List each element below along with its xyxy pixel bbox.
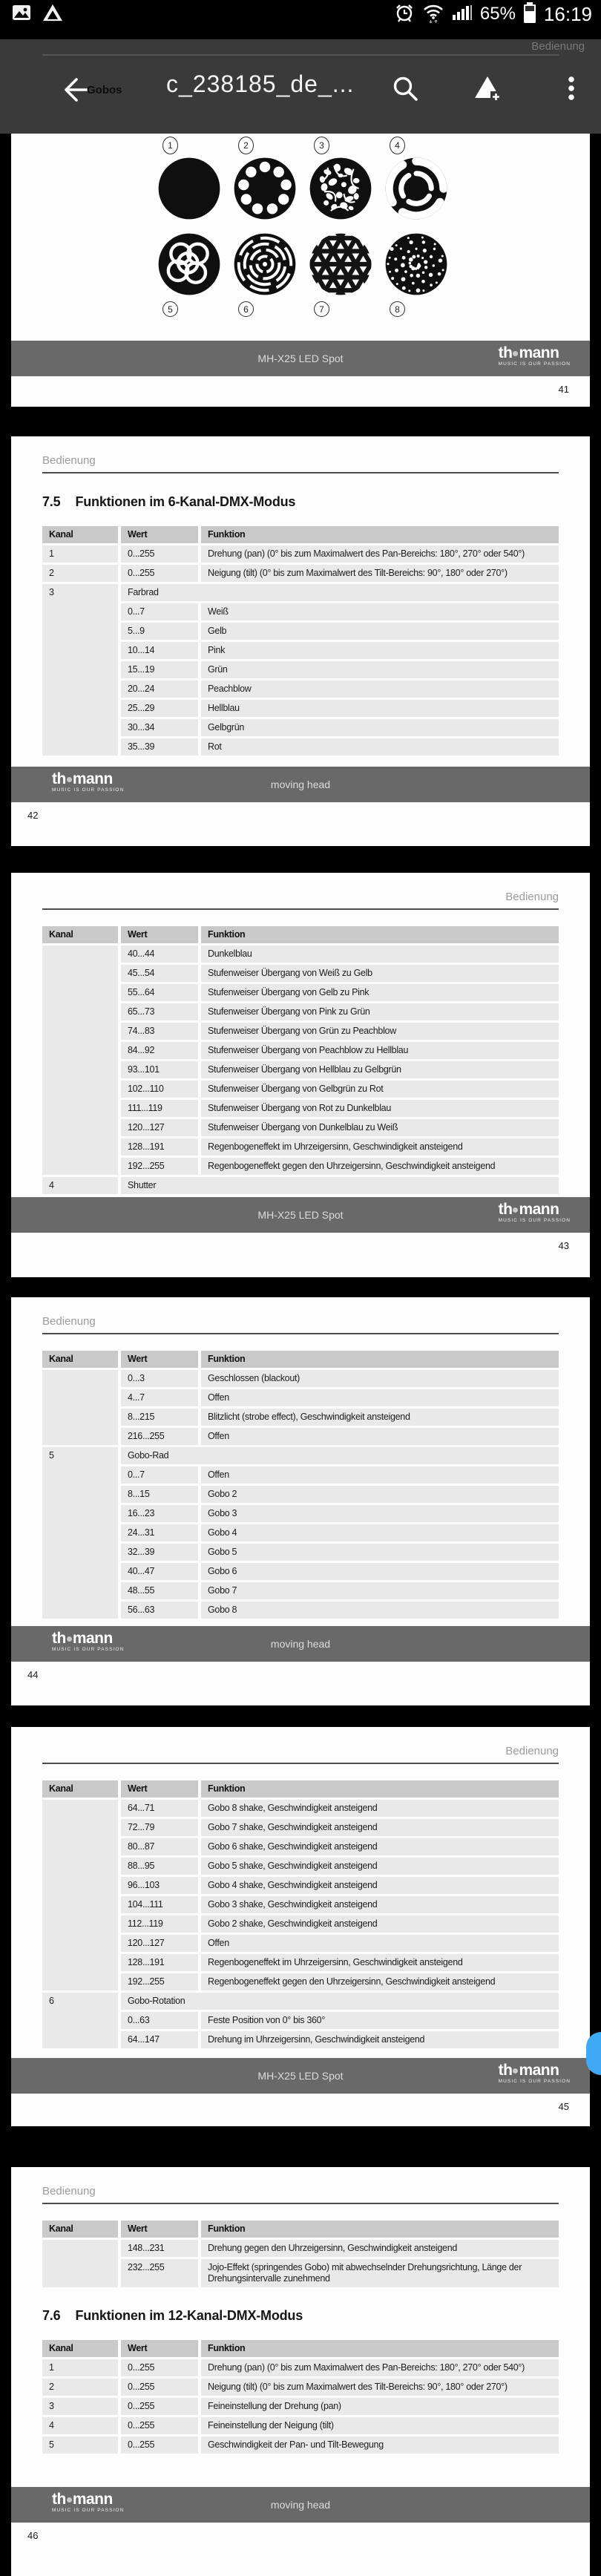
cell-funktion: Regenbogeneffekt gegen den Uhrzeigersinn, Geschwindigkeit ansteigend bbox=[200, 1973, 559, 1992]
cell-wert: 148...231 bbox=[119, 2239, 200, 2258]
running-header: Bedienung bbox=[505, 1745, 559, 1757]
add-to-drive-button[interactable] bbox=[472, 74, 502, 104]
cell-kanal: 2 bbox=[42, 564, 119, 583]
cell-kanal: 5 bbox=[42, 2436, 119, 2454]
cell-wert: 20...24 bbox=[119, 680, 200, 699]
cell-wert: 128...191 bbox=[119, 1953, 200, 1973]
page-number: 45 bbox=[558, 2101, 569, 2112]
cell-funktion: Feineinstellung der Drehung (pan) bbox=[200, 2397, 559, 2416]
table-row bbox=[42, 545, 559, 564]
thomann-logo-dot bbox=[513, 351, 518, 356]
cell-wert: 232...255 bbox=[119, 2258, 200, 2288]
cell-wert: 120...127 bbox=[119, 1934, 200, 1953]
cell-funktion: Peachblow bbox=[200, 680, 559, 699]
table-row bbox=[42, 738, 559, 756]
cell-funktion: Hellblau bbox=[200, 699, 559, 718]
table-row bbox=[42, 1099, 559, 1118]
fast-scroll-handle[interactable] bbox=[586, 2032, 601, 2075]
cell-header-kanal: Kanal bbox=[42, 1351, 119, 1369]
page-footer-bar bbox=[11, 2058, 590, 2094]
cell-funktion: Stufenweiser Übergang von Gelbgrün zu Rot bbox=[200, 1080, 559, 1099]
table-row bbox=[42, 1876, 559, 1895]
cell-wert: 0...255 bbox=[119, 2359, 200, 2378]
thomann-logo-dot bbox=[67, 2497, 72, 2503]
search-button[interactable] bbox=[391, 74, 421, 104]
thomann-logo-dot bbox=[513, 2068, 518, 2074]
cell-wert: 0...255 bbox=[119, 2378, 200, 2397]
thomann-tagline: MUSIC IS OUR PASSION bbox=[52, 2508, 125, 2513]
cell-kanal: 4 bbox=[42, 2416, 119, 2436]
cell-funktion: Drehung gegen den Uhrzeigersinn, Geschwindigkeit ansteigend bbox=[200, 2239, 559, 2258]
app-bar bbox=[0, 39, 601, 134]
cell-header-wert: Wert bbox=[119, 526, 200, 545]
document-section-behind-appbar: Gobos bbox=[87, 84, 122, 96]
table-row bbox=[42, 2258, 559, 2288]
running-header: Bedienung bbox=[42, 454, 96, 467]
table-row bbox=[42, 1934, 559, 1953]
cell-funktion: Gobo 5 bbox=[200, 1543, 559, 1562]
thomann-logo: th mann MUSIC IS OUR PASSION bbox=[498, 2062, 571, 2084]
cell-wert: 8...215 bbox=[119, 1408, 200, 1427]
cell-wert: 40...47 bbox=[119, 1562, 200, 1582]
cell-funktion: Offen bbox=[200, 1389, 559, 1408]
cell-kanal: 3 bbox=[42, 2397, 119, 2416]
gobo-number-label: 7 bbox=[314, 301, 329, 317]
cell-funktion: Regenbogeneffekt im Uhrzeigersinn, Geschwindigkeit ansteigend bbox=[200, 1953, 559, 1973]
gobo-wheel-figure bbox=[157, 137, 590, 317]
footer-title: MH-X25 LED Spot bbox=[257, 2070, 344, 2082]
header-rule bbox=[42, 2203, 559, 2204]
table-row bbox=[42, 1118, 559, 1138]
cell-kanal bbox=[42, 1369, 119, 1446]
cell-header-kanal: Kanal bbox=[42, 2221, 119, 2239]
cell-wert: 0...7 bbox=[119, 1466, 200, 1485]
page-footer-bar bbox=[11, 767, 590, 802]
cell-wert: 0...255 bbox=[119, 545, 200, 564]
cell-wert: 65...73 bbox=[119, 1003, 200, 1022]
table-row bbox=[42, 680, 559, 699]
cell-funktion: Drehung (pan) (0° bis zum Maximalwert des Pan-Bereichs: 180°, 270° oder 540°) bbox=[200, 2359, 559, 2378]
table-row bbox=[42, 1582, 559, 1601]
cell-wert: 120...127 bbox=[119, 1118, 200, 1138]
cell-funktion: Rot bbox=[200, 738, 559, 756]
battery-percent-label: 65% bbox=[479, 4, 516, 24]
dmx-table bbox=[42, 526, 559, 756]
cell-funktion: Stufenweiser Übergang von Grün zu Peachblow bbox=[200, 1022, 559, 1041]
cell-funktion: Gelbgrün bbox=[200, 718, 559, 738]
pdf-page-45 bbox=[11, 1727, 590, 2126]
table-row bbox=[42, 1543, 559, 1562]
thomann-logo: th mann MUSIC IS OUR PASSION bbox=[498, 1201, 571, 1223]
cell-group-label: Gobo-Rotation bbox=[119, 1992, 559, 2011]
page-footer-bar bbox=[11, 1626, 590, 1662]
cell-funktion: Neigung (tilt) (0° bis zum Maximalwert des Tilt-Bereichs: 90°, 180° oder 270°) bbox=[200, 2378, 559, 2397]
cell-wert: 8...15 bbox=[119, 1485, 200, 1504]
table-row bbox=[42, 1799, 559, 1818]
cell-wert: 96...103 bbox=[119, 1876, 200, 1895]
table-row bbox=[42, 661, 559, 680]
table-row bbox=[42, 1427, 559, 1446]
table-row bbox=[42, 1953, 559, 1973]
gobo-number-label: 5 bbox=[162, 301, 178, 317]
cell-funktion: Pink bbox=[200, 641, 559, 661]
cell-wert: 88...95 bbox=[119, 1857, 200, 1876]
cell-kanal: 1 bbox=[42, 545, 119, 564]
gobo-number-label: 1 bbox=[162, 137, 178, 154]
cell-header-wert: Wert bbox=[119, 1780, 200, 1799]
table-row bbox=[42, 603, 559, 622]
cell-wert: 128...191 bbox=[119, 1138, 200, 1157]
thomann-tagline: MUSIC IS OUR PASSION bbox=[52, 1647, 125, 1652]
cell-funktion: Weiß bbox=[200, 603, 559, 622]
cell-header-funktion: Funktion bbox=[200, 2221, 559, 2239]
footer-title: moving head bbox=[270, 779, 331, 790]
cell-funktion: Gobo 4 shake, Geschwindigkeit ansteigend bbox=[200, 1876, 559, 1895]
gobo-number-label: 8 bbox=[390, 301, 405, 317]
cell-funktion: Stufenweiser Übergang von Rot zu Dunkelblau bbox=[200, 1099, 559, 1118]
thomann-logo-dot bbox=[513, 1207, 518, 1213]
table-row bbox=[42, 983, 559, 1003]
cell-wert: 55...64 bbox=[119, 983, 200, 1003]
table-row bbox=[42, 1838, 559, 1857]
cell-funktion: Gobo 8 shake, Geschwindigkeit ansteigend bbox=[200, 1799, 559, 1818]
cell-group-label: Shutter bbox=[119, 1176, 559, 1195]
cell-wert: 0...255 bbox=[119, 2397, 200, 2416]
cell-wert: 45...54 bbox=[119, 964, 200, 983]
cell-kanal: 4 bbox=[42, 1176, 119, 1195]
gobo-image-ringdots bbox=[232, 156, 298, 221]
gobo-image-rings bbox=[157, 232, 222, 297]
table-row bbox=[42, 1176, 559, 1195]
gobo-image-swirl bbox=[384, 156, 449, 221]
table-row bbox=[42, 1466, 559, 1485]
cell-wert: 72...79 bbox=[119, 1818, 200, 1838]
thomann-logo: th mann MUSIC IS OUR PASSION bbox=[52, 2491, 125, 2513]
cell-header-wert: Wert bbox=[119, 2340, 200, 2359]
page-footer-bar bbox=[11, 1197, 590, 1233]
cell-header-funktion: Funktion bbox=[200, 926, 559, 945]
thomann-logo: th mann MUSIC IS OUR PASSION bbox=[52, 770, 125, 793]
table-row bbox=[42, 1408, 559, 1427]
dmx-table bbox=[42, 2221, 559, 2287]
gobo-image-dots bbox=[384, 232, 449, 297]
table-row bbox=[42, 1080, 559, 1099]
cell-funktion: Stufenweiser Übergang von Dunkelblau zu Weiß bbox=[200, 1118, 559, 1138]
cell-wert: 104...111 bbox=[119, 1895, 200, 1915]
cell-header-funktion: Funktion bbox=[200, 526, 559, 545]
overflow-menu-button[interactable] bbox=[556, 74, 586, 104]
cell-header-kanal: Kanal bbox=[42, 526, 119, 545]
cell-funktion: Stufenweiser Übergang von Peachblow zu Hellblau bbox=[200, 1041, 559, 1061]
cell-funktion: Geschlossen (blackout) bbox=[200, 1369, 559, 1389]
cell-funktion: Regenbogeneffekt im Uhrzeigersinn, Geschwindigkeit ansteigend bbox=[200, 1138, 559, 1157]
section-heading: 7.6 Funktionen im 12-Kanal-DMX-Modus bbox=[42, 2308, 303, 2323]
cell-wert: 30...34 bbox=[119, 718, 200, 738]
dmx-table bbox=[42, 1780, 559, 2048]
cell-wert: 64...147 bbox=[119, 2031, 200, 2049]
gallery-notification-icon bbox=[12, 4, 31, 25]
wifi-icon bbox=[422, 1, 444, 27]
cell-header-kanal: Kanal bbox=[42, 926, 119, 945]
cell-funktion: Geschwindigkeit der Pan- und Tilt-Bewegung bbox=[200, 2436, 559, 2454]
footer-title: MH-X25 LED Spot bbox=[257, 353, 344, 364]
pdf-page-43 bbox=[11, 873, 590, 1277]
gobo-image-rose bbox=[232, 232, 298, 297]
cell-funktion: Gobo 6 shake, Geschwindigkeit ansteigend bbox=[200, 1838, 559, 1857]
cell-group-label: Farbrad bbox=[119, 583, 559, 603]
cell-wert: 32...39 bbox=[119, 1543, 200, 1562]
gobo-number-label: 2 bbox=[238, 137, 254, 154]
table-row bbox=[42, 1562, 559, 1582]
cell-header-kanal: Kanal bbox=[42, 2340, 119, 2359]
cell-wert: 192...255 bbox=[119, 1973, 200, 1992]
table-row bbox=[42, 2239, 559, 2258]
table-row bbox=[42, 2011, 559, 2031]
table-row bbox=[42, 1369, 559, 1389]
gobo-number-label: 4 bbox=[390, 137, 405, 154]
cell-wert: 0...255 bbox=[119, 2436, 200, 2454]
cell-kanal: 2 bbox=[42, 2378, 119, 2397]
cell-header-wert: Wert bbox=[119, 2221, 200, 2239]
footer-title: MH-X25 LED Spot bbox=[257, 1209, 344, 1221]
cell-funktion: Grün bbox=[200, 661, 559, 680]
cell-wert: 48...55 bbox=[119, 1582, 200, 1601]
table-row bbox=[42, 1041, 559, 1061]
cell-funktion: Stufenweiser Übergang von Weiß zu Gelb bbox=[200, 964, 559, 983]
cell-kanal: 5 bbox=[42, 1446, 119, 1619]
cell-funktion: Gobo 2 shake, Geschwindigkeit ansteigend bbox=[200, 1915, 559, 1934]
table-row bbox=[42, 1992, 559, 2011]
cell-header-funktion: Funktion bbox=[200, 1351, 559, 1369]
gobo-number-label: 3 bbox=[314, 137, 329, 154]
table-row bbox=[42, 622, 559, 641]
cell-wert: 74...83 bbox=[119, 1022, 200, 1041]
section-heading: 7.5 Funktionen im 6-Kanal-DMX-Modus bbox=[42, 494, 296, 509]
thomann-tagline: MUSIC IS OUR PASSION bbox=[498, 1218, 571, 1223]
page-number: 43 bbox=[558, 1240, 569, 1251]
cell-funktion: Offen bbox=[200, 1466, 559, 1485]
table-row bbox=[42, 1915, 559, 1934]
table-row bbox=[42, 945, 559, 964]
table-row bbox=[42, 964, 559, 983]
cell-kanal bbox=[42, 945, 119, 1176]
cell-funktion: Gobo 5 shake, Geschwindigkeit ansteigend bbox=[200, 1857, 559, 1876]
thomann-tagline: MUSIC IS OUR PASSION bbox=[498, 2079, 571, 2084]
cell-funktion: Stufenweiser Übergang von Hellblau zu Gelbgrün bbox=[200, 1061, 559, 1080]
alarm-icon bbox=[394, 2, 415, 27]
cell-funktion: Gelb bbox=[200, 622, 559, 641]
cell-funktion: Gobo 2 bbox=[200, 1485, 559, 1504]
cell-wert: 0...7 bbox=[119, 603, 200, 622]
divider-behind-appbar bbox=[42, 54, 559, 56]
table-row bbox=[42, 1446, 559, 1466]
cell-wert: 24...31 bbox=[119, 1524, 200, 1543]
table-row bbox=[42, 1601, 559, 1619]
cell-wert: 111...119 bbox=[119, 1099, 200, 1118]
thomann-logo: th mann MUSIC IS OUR PASSION bbox=[52, 1630, 125, 1652]
cell-kanal bbox=[42, 1799, 119, 1992]
cell-header-wert: Wert bbox=[119, 926, 200, 945]
document-title: c_238185_de_... bbox=[166, 71, 355, 97]
gobo-image-lattice bbox=[308, 232, 373, 297]
cell-wert: 0...255 bbox=[119, 2416, 200, 2436]
page-number: 44 bbox=[27, 1669, 39, 1680]
thomann-logo: th mann MUSIC IS OUR PASSION bbox=[498, 344, 571, 367]
cell-wert: 35...39 bbox=[119, 738, 200, 756]
thomann-logo-dot bbox=[67, 777, 72, 782]
cell-funktion: Blitzlicht (strobe effect), Geschwindigkeit ansteigend bbox=[200, 1408, 559, 1427]
cell-funktion: Gobo 7 bbox=[200, 1582, 559, 1601]
footer-title: moving head bbox=[270, 1638, 331, 1650]
thomann-logo-dot bbox=[67, 1636, 72, 1642]
cell-funktion: Gobo 3 shake, Geschwindigkeit ansteigend bbox=[200, 1895, 559, 1915]
table-row bbox=[42, 1857, 559, 1876]
cell-wert: 112...119 bbox=[119, 1915, 200, 1934]
cell-wert: 64...71 bbox=[119, 1799, 200, 1818]
cell-funktion: Gobo 3 bbox=[200, 1504, 559, 1524]
header-rule bbox=[42, 472, 559, 473]
table-row bbox=[42, 2359, 559, 2378]
pdf-page-44 bbox=[11, 1297, 590, 1705]
cell-wert: 93...101 bbox=[119, 1061, 200, 1080]
table-row bbox=[42, 2378, 559, 2397]
cell-wert: 192...255 bbox=[119, 1157, 200, 1176]
cell-wert: 0...255 bbox=[119, 564, 200, 583]
running-header: Bedienung bbox=[42, 1315, 96, 1328]
dmx-table bbox=[42, 1351, 559, 1619]
cell-wert: 16...23 bbox=[119, 1504, 200, 1524]
pdf-page-41 bbox=[11, 134, 590, 407]
page-number: 42 bbox=[27, 810, 39, 821]
cell-header-funktion: Funktion bbox=[200, 1780, 559, 1799]
table-row bbox=[42, 564, 559, 583]
cell-funktion: Gobo 4 bbox=[200, 1524, 559, 1543]
cell-funktion: Regenbogeneffekt gegen den Uhrzeigersinn, Geschwindigkeit ansteigend bbox=[200, 1157, 559, 1176]
thomann-tagline: MUSIC IS OUR PASSION bbox=[52, 787, 125, 793]
table-row bbox=[42, 641, 559, 661]
table-row bbox=[42, 1389, 559, 1408]
table-row bbox=[42, 2436, 559, 2454]
cell-wert: 4...7 bbox=[119, 1389, 200, 1408]
header-rule bbox=[42, 1333, 559, 1334]
cell-wert: 40...44 bbox=[119, 945, 200, 964]
cell-funktion: Jojo-Effekt (springendes Gobo) mit abwechselnder Drehungsrichtung, Länge der Drehungsintervalle zunehmend bbox=[200, 2258, 559, 2288]
page-footer-bar bbox=[11, 341, 590, 376]
cell-header-kanal: Kanal bbox=[42, 1780, 119, 1799]
table-row bbox=[42, 1485, 559, 1504]
cell-wert: 15...19 bbox=[119, 661, 200, 680]
cell-kanal: 6 bbox=[42, 1992, 119, 2049]
running-header: Bedienung bbox=[42, 2185, 96, 2198]
battery-icon bbox=[523, 1, 536, 27]
cell-group-label: Gobo-Rad bbox=[119, 1446, 559, 1466]
table-row bbox=[42, 718, 559, 738]
page-number: 41 bbox=[558, 384, 569, 395]
table-row bbox=[42, 1003, 559, 1022]
thomann-tagline: MUSIC IS OUR PASSION bbox=[498, 361, 571, 367]
cell-wert: 84...92 bbox=[119, 1041, 200, 1061]
pdf-page-46 bbox=[11, 2167, 590, 2576]
cell-funktion: Gobo 8 bbox=[200, 1601, 559, 1619]
signal-strength-icon bbox=[452, 3, 473, 26]
table-row bbox=[42, 1138, 559, 1157]
table-row bbox=[42, 1895, 559, 1915]
status-bar bbox=[0, 0, 601, 28]
cell-wert: 216...255 bbox=[119, 1427, 200, 1446]
table-row bbox=[42, 2031, 559, 2049]
gobo-number-label: 6 bbox=[238, 301, 254, 317]
cell-funktion: Feineinstellung der Neigung (tilt) bbox=[200, 2416, 559, 2436]
page-number: 46 bbox=[27, 2530, 39, 2541]
cell-kanal: 3 bbox=[42, 583, 119, 756]
header-rule bbox=[42, 908, 559, 910]
pdf-page-42 bbox=[11, 436, 590, 846]
gobo-image-crackle bbox=[308, 156, 373, 221]
dmx-table bbox=[42, 2340, 559, 2454]
cell-funktion: Offen bbox=[200, 1934, 559, 1953]
cell-funktion: Gobo 6 bbox=[200, 1562, 559, 1582]
cell-funktion: Stufenweiser Übergang von Pink zu Grün bbox=[200, 1003, 559, 1022]
table-row bbox=[42, 1157, 559, 1176]
table-row bbox=[42, 583, 559, 603]
cell-wert: 102...110 bbox=[119, 1080, 200, 1099]
running-header: Bedienung bbox=[505, 891, 559, 903]
cell-wert: 0...63 bbox=[119, 2011, 200, 2031]
cell-funktion: Feste Position von 0° bis 360° bbox=[200, 2011, 559, 2031]
header-rule bbox=[42, 1763, 559, 1764]
cell-wert: 0...3 bbox=[119, 1369, 200, 1389]
page-header-behind-appbar: Bedienung bbox=[531, 40, 585, 53]
cell-wert: 25...29 bbox=[119, 699, 200, 718]
cell-header-wert: Wert bbox=[119, 1351, 200, 1369]
drive-notification-icon bbox=[42, 3, 64, 26]
cell-header-funktion: Funktion bbox=[200, 2340, 559, 2359]
table-row bbox=[42, 1061, 559, 1080]
cell-funktion: Drehung im Uhrzeigersinn, Geschwindigkeit ansteigend bbox=[200, 2031, 559, 2049]
table-row bbox=[42, 1818, 559, 1838]
dmx-table bbox=[42, 926, 559, 1194]
page-footer-bar bbox=[11, 2487, 590, 2523]
table-row bbox=[42, 1973, 559, 1992]
cell-funktion: Offen bbox=[200, 1427, 559, 1446]
cell-wert: 80...87 bbox=[119, 1838, 200, 1857]
clock-label: 16:19 bbox=[543, 2, 592, 25]
footer-title: moving head bbox=[270, 2499, 331, 2511]
table-row bbox=[42, 1504, 559, 1524]
cell-wert: 5...9 bbox=[119, 622, 200, 641]
cell-funktion: Drehung (pan) (0° bis zum Maximalwert des Pan-Bereichs: 180°, 270° oder 540°) bbox=[200, 545, 559, 564]
table-row bbox=[42, 2397, 559, 2416]
table-row bbox=[42, 1524, 559, 1543]
cell-kanal: 1 bbox=[42, 2359, 119, 2378]
cell-kanal bbox=[42, 2239, 119, 2288]
cell-wert: 10...14 bbox=[119, 641, 200, 661]
gobo-image-solid bbox=[157, 156, 222, 221]
cell-funktion: Neigung (tilt) (0° bis zum Maximalwert des Tilt-Bereichs: 90°, 180° oder 270°) bbox=[200, 564, 559, 583]
table-row bbox=[42, 2416, 559, 2436]
cell-funktion: Dunkelblau bbox=[200, 945, 559, 964]
cell-funktion: Stufenweiser Übergang von Gelb zu Pink bbox=[200, 983, 559, 1003]
cell-wert: 56...63 bbox=[119, 1601, 200, 1619]
table-row bbox=[42, 699, 559, 718]
table-row bbox=[42, 1022, 559, 1041]
cell-funktion: Gobo 7 shake, Geschwindigkeit ansteigend bbox=[200, 1818, 559, 1838]
